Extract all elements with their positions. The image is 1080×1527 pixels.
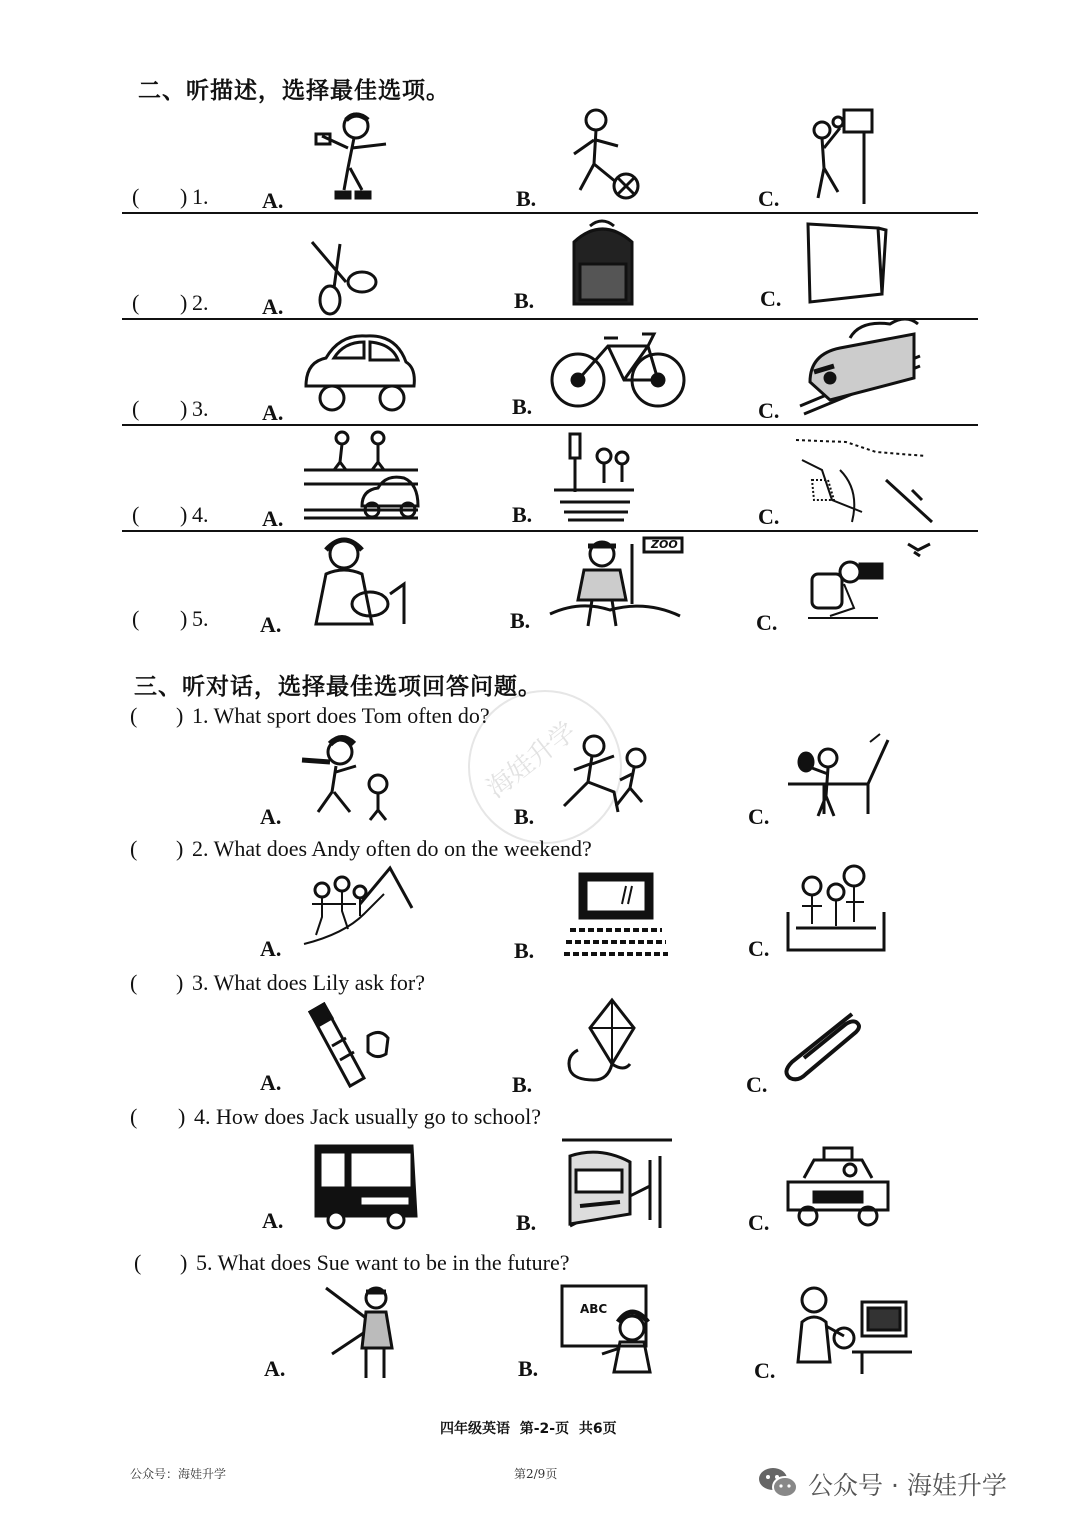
option-b: B. bbox=[512, 394, 533, 419]
option-c: C. bbox=[758, 398, 780, 423]
answer-paren-close: ) bbox=[180, 606, 188, 631]
answer-paren-close: ) bbox=[176, 836, 184, 861]
answer-paren-open: ( bbox=[130, 970, 138, 995]
option-c: C. bbox=[746, 1072, 768, 1097]
wechat-watermark: 公众号 · 海娃升学 bbox=[808, 1471, 1007, 1500]
option-a: A. bbox=[260, 612, 282, 637]
option-c: C. bbox=[758, 186, 780, 211]
running-icon bbox=[558, 734, 656, 816]
answer-paren-open: ( bbox=[134, 1250, 142, 1275]
teacher-icon bbox=[558, 1282, 666, 1374]
hiking-icon bbox=[300, 864, 414, 952]
paper-clip-icon bbox=[780, 1008, 862, 1082]
bicycle-icon bbox=[548, 320, 688, 412]
paper-sheet-icon bbox=[802, 218, 892, 306]
crosswalk-car-icon bbox=[302, 430, 420, 522]
kite-icon bbox=[560, 996, 642, 1090]
option-c: C. bbox=[756, 610, 778, 635]
board-text: ABC bbox=[580, 1302, 608, 1316]
question-number: 4. bbox=[192, 502, 209, 527]
zoo-keeper-icon bbox=[548, 534, 684, 630]
page-info-footer: 四年级英语 第-2-页 共6页 bbox=[440, 1421, 617, 1437]
question-number: 1. bbox=[192, 184, 209, 209]
option-a: A. bbox=[262, 506, 284, 531]
rollerskating-boy-icon bbox=[306, 108, 398, 208]
answer-paren-close: ) bbox=[180, 290, 188, 315]
glue-stick-icon bbox=[302, 1000, 394, 1090]
section-2-title: 二、听描述，选择最佳选项。 bbox=[138, 78, 450, 104]
option-b: B. bbox=[514, 938, 535, 963]
wechat-icon bbox=[758, 1466, 798, 1500]
option-b: B. bbox=[516, 186, 537, 211]
row-divider bbox=[122, 424, 978, 426]
car-icon bbox=[300, 330, 418, 416]
cinema-icon bbox=[560, 870, 672, 958]
answer-paren-open: ( bbox=[132, 606, 140, 631]
option-a: A. bbox=[264, 1356, 286, 1381]
option-c: C. bbox=[758, 504, 780, 529]
taxi-icon bbox=[784, 1144, 892, 1228]
answer-paren-close: ) bbox=[180, 502, 188, 527]
option-b: B. bbox=[510, 608, 531, 633]
option-a: A. bbox=[262, 188, 284, 213]
option-a: A. bbox=[262, 400, 284, 425]
question-text: 3. What does Lily ask for? bbox=[192, 970, 425, 995]
question-number: 2. bbox=[192, 290, 209, 315]
answer-paren-open: ( bbox=[132, 502, 140, 527]
basketball-player-icon bbox=[808, 104, 878, 208]
watermark-stamp-text: 海娃升学 bbox=[481, 716, 582, 805]
option-a: A. bbox=[260, 936, 282, 961]
option-a: A. bbox=[262, 1208, 284, 1233]
ice-skating-icon bbox=[300, 732, 398, 824]
question-text: 4. How does Jack usually go to school? bbox=[194, 1104, 542, 1129]
answer-paren-close: ) bbox=[176, 703, 184, 728]
traffic-light-crossing-icon bbox=[550, 432, 638, 522]
ping-pong-icon bbox=[784, 724, 894, 824]
answer-paren-open: ( bbox=[130, 703, 138, 728]
account-label: 公众号：海娃升学 bbox=[130, 1467, 227, 1481]
photographer-icon bbox=[804, 538, 938, 626]
answer-paren-close: ) bbox=[176, 970, 184, 995]
answer-paren-close: ) bbox=[180, 396, 188, 421]
train-icon bbox=[790, 318, 922, 416]
zoo-sign-text: ZOO bbox=[651, 538, 678, 551]
option-a: A. bbox=[260, 1070, 282, 1095]
question-number: 3. bbox=[192, 396, 209, 421]
answer-paren-close: ) bbox=[178, 1104, 186, 1129]
option-b: B. bbox=[518, 1356, 539, 1381]
doctor-icon bbox=[792, 1282, 914, 1376]
boy-kicking-ball-icon bbox=[568, 106, 648, 208]
answer-paren-open: ( bbox=[132, 184, 140, 209]
option-b: B. bbox=[516, 1210, 537, 1235]
option-b: B. bbox=[512, 1072, 533, 1097]
page-count: 第2/9页 bbox=[514, 1467, 558, 1481]
option-b: B. bbox=[512, 502, 533, 527]
section-3-title: 三、听对话，选择最佳选项回答问题。 bbox=[134, 674, 542, 700]
question-text: 5. What does Sue want to be in the future? bbox=[196, 1250, 570, 1275]
backpack-icon bbox=[566, 218, 640, 310]
option-c: C. bbox=[748, 936, 770, 961]
bus-icon bbox=[310, 1140, 418, 1230]
answer-paren-close: ) bbox=[180, 184, 188, 209]
question-text: 1. What sport does Tom often do? bbox=[192, 703, 490, 728]
answer-paren-open: ( bbox=[130, 836, 138, 861]
answer-paren-open: ( bbox=[132, 290, 140, 315]
scissors-icon bbox=[306, 238, 380, 318]
row-divider bbox=[122, 212, 978, 214]
option-a: A. bbox=[260, 804, 282, 829]
option-c: C. bbox=[748, 804, 770, 829]
vet-with-dog-icon bbox=[304, 534, 406, 628]
option-c: C. bbox=[760, 286, 782, 311]
question-number: 5. bbox=[192, 606, 209, 631]
answer-paren-open: ( bbox=[132, 396, 140, 421]
option-c: C. bbox=[748, 1210, 770, 1235]
option-c: C. bbox=[754, 1358, 776, 1383]
option-a: A. bbox=[262, 294, 284, 319]
option-b: B. bbox=[514, 804, 535, 829]
family-sofa-icon bbox=[782, 862, 890, 954]
mountain-road-icon bbox=[792, 430, 938, 526]
row-divider bbox=[122, 530, 978, 532]
subway-icon bbox=[560, 1136, 672, 1230]
police-officer-icon bbox=[320, 1284, 410, 1380]
answer-paren-close: ) bbox=[180, 1250, 188, 1275]
answer-paren-open: ( bbox=[130, 1104, 138, 1129]
question-text: 2. What does Andy often do on the weekend? bbox=[192, 836, 592, 861]
option-b: B. bbox=[514, 288, 535, 313]
